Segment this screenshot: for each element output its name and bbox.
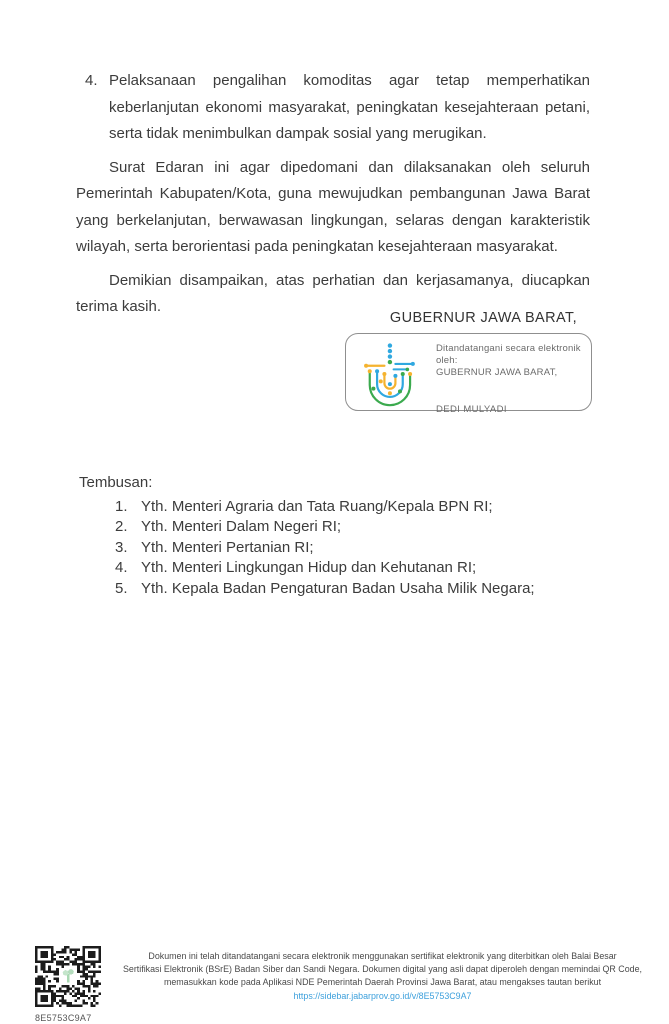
closing-paragraph-2: Demikian disampaikan, atas perhatian dan kerjasamanya, diucapkan terima kasih. xyxy=(76,271,590,315)
footer-disclaimer-line-3: memasukkan kode pada Aplikasi NDE Pemerintah Daerah Provinsi Jawa Barat, atau mengakses tautan berikut xyxy=(163,977,602,988)
tembusan-item-number: 5. xyxy=(115,579,128,597)
qr-code-label: 8E5753C9A7 xyxy=(35,1013,92,1023)
point-text: Pelaksanaan pengalihan komoditas agar tetap memperhatikan keberlanjutan ekonomi masyarakat, peningkatan kesejahteraan petani, serta tidak menimbulkan dampak sosial yang merugikan. xyxy=(109,72,590,142)
point-number: 4. xyxy=(85,72,98,89)
document-footer xyxy=(35,946,648,1023)
tembusan-item-number: 2. xyxy=(115,518,128,535)
tembusan-section xyxy=(79,473,535,599)
signature-block xyxy=(345,310,592,415)
qr-block xyxy=(35,946,105,1023)
stamp-line-2: GUBERNUR JAWA BARAT, xyxy=(436,367,558,378)
tembusan-item xyxy=(79,558,535,579)
closing-paragraph-1: Surat Edaran ini agar dipedomani dan dilaksanakan oleh seluruh Pemerintah Kabupaten/Kota, guna mewujudkan pembangunan Jawa Barat yang berkelanjutan, berwawasan lingkungan, selaras dengan karakteristik wilayah, serta berorientasi pada peningkatan kesejahteraan masyarakat. xyxy=(76,158,590,255)
tembusan-item xyxy=(79,497,535,518)
signatory-name: DEDI MULYADI xyxy=(436,404,507,415)
tembusan-item xyxy=(79,517,535,538)
electronic-signature-stamp xyxy=(345,333,592,415)
tembusan-item-text: Yth. Menteri Pertanian RI; xyxy=(141,538,314,556)
tembusan-item-number: 4. xyxy=(115,559,128,576)
stamp-line-1: Ditandatangani secara elektronik oleh: xyxy=(436,343,581,366)
tembusan-item-text: Yth. Menteri Dalam Negeri RI; xyxy=(141,518,342,535)
footer-disclaimer xyxy=(117,946,648,1003)
footer-disclaimer-line-2: Sertifikasi Elektronik (BSrE) Badan Siber dan Sandi Negara. Dokumen digital yang asli dapat diperoleh dengan memindai QR Code, xyxy=(123,964,642,975)
tembusan-item-number: 3. xyxy=(115,538,128,556)
tembusan-list xyxy=(79,497,535,600)
letter-body xyxy=(76,68,590,321)
numbered-point-4 xyxy=(76,68,590,148)
stamp-text xyxy=(436,341,583,416)
bsre-logo-icon xyxy=(358,341,420,407)
tembusan-item-number: 1. xyxy=(115,497,128,515)
footer-disclaimer-line-1: Dokumen ini telah ditandatangani secara elektronik menggunakan sertifikat elektronik yang diterbitkan oleh Balai Besar xyxy=(148,951,617,961)
verification-link[interactable]: https://sidebar.jabarprov.go.id/v/8E5753C9A7 xyxy=(293,990,472,1001)
tembusan-item-text: Yth. Menteri Lingkungan Hidup dan Kehutanan RI; xyxy=(141,559,477,576)
tembusan-item-text: Yth. Kepala Badan Pengaturan Badan Usaha Milik Negara; xyxy=(141,579,535,597)
tembusan-label: Tembusan: xyxy=(79,474,153,491)
signatory-title: GUBERNUR JAWA BARAT, xyxy=(389,310,578,326)
qr-code-icon xyxy=(35,946,101,1007)
tembusan-item xyxy=(79,579,535,600)
tembusan-item-text: Yth. Menteri Agraria dan Tata Ruang/Kepala BPN RI; xyxy=(141,497,493,515)
tembusan-item xyxy=(79,538,535,559)
